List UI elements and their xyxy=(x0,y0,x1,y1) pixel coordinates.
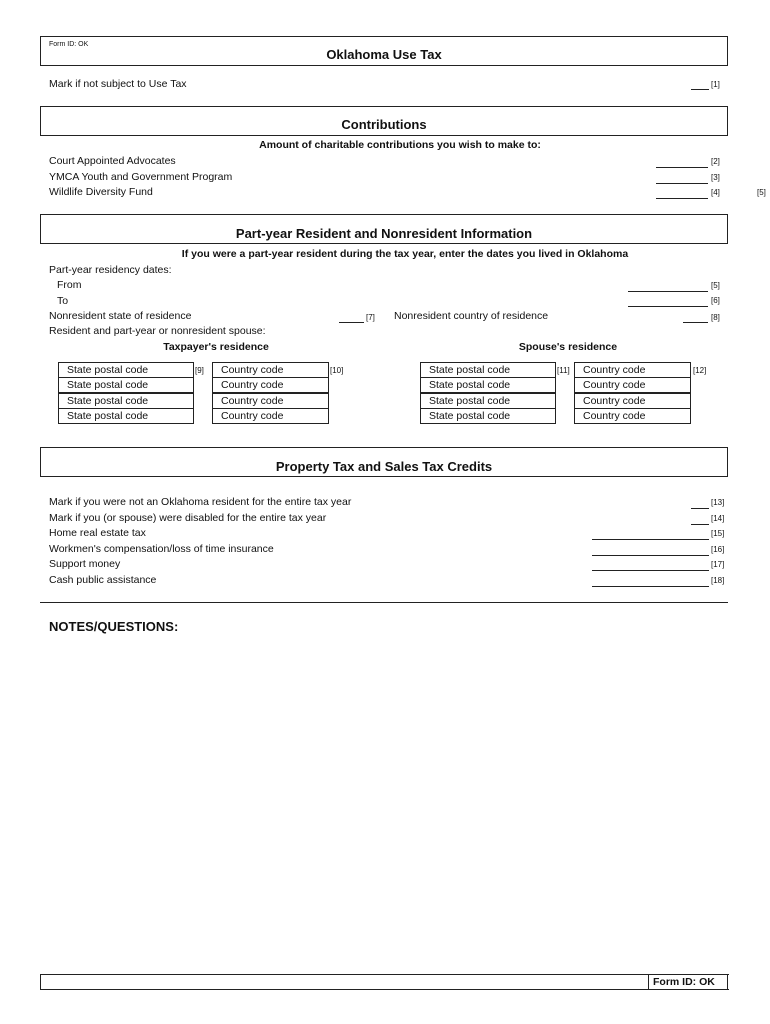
spouse-country-cell[interactable]: Country code xyxy=(574,362,691,378)
field-number: [14] xyxy=(711,514,725,523)
spouse-country-cell[interactable]: Country code xyxy=(574,377,691,393)
to-date-field[interactable] xyxy=(628,306,708,307)
taxpayer-country-cell[interactable]: Country code xyxy=(212,393,329,409)
contributions-header xyxy=(40,106,728,136)
contribution-label: Wildlife Diversity Fund xyxy=(49,186,153,198)
taxpayer-residence-heading: Taxpayer's residence xyxy=(163,341,269,353)
taxpayer-state-cell[interactable]: State postal code xyxy=(58,377,194,393)
footer-form-id: Form ID: OK xyxy=(653,976,715,988)
spouse-state-cell[interactable]: State postal code xyxy=(420,393,556,409)
field-number: [12] xyxy=(693,366,707,375)
footer-form-id-box xyxy=(648,974,729,990)
field-number: [11] xyxy=(557,366,570,375)
spouse-state-cell[interactable]: State postal code xyxy=(420,362,556,378)
from-date-field[interactable] xyxy=(628,291,708,292)
use-tax-title: Oklahoma Use Tax xyxy=(326,47,442,62)
taxpayer-state-cell[interactable]: State postal code xyxy=(58,408,194,424)
contribution-label: Court Appointed Advocates xyxy=(49,155,176,167)
field-number: [16] xyxy=(711,545,725,554)
spouse-country-cell[interactable]: Country code xyxy=(574,393,691,409)
part-year-subtitle: If you were a part-year resident during the tax year, enter the dates you lived in Oklahoma xyxy=(181,248,629,260)
nonres-country-label: Nonresident country of residence xyxy=(394,310,549,322)
contribution-label: YMCA Youth and Government Program xyxy=(49,171,233,183)
not-subject-field[interactable] xyxy=(691,89,709,90)
court-advocates-field[interactable] xyxy=(656,167,708,168)
property-item-label: Mark if you (or spouse) were disabled for the entire tax year xyxy=(49,512,327,524)
not-subject-label: Mark if not subject to Use Tax xyxy=(49,78,187,90)
disabled-mark-field[interactable] xyxy=(691,524,709,525)
taxpayer-country-cell[interactable]: Country code xyxy=(212,377,329,393)
spouse-state-cell[interactable]: State postal code xyxy=(420,408,556,424)
contributions-title: Contributions xyxy=(341,117,427,132)
property-item-label: Workmen's compensation/loss of time insurance xyxy=(49,543,274,555)
property-item-label: Mark if you were not an Oklahoma resident for the entire tax year xyxy=(49,496,352,508)
spouse-residence-label: Resident and part-year or nonresident spouse: xyxy=(49,325,266,337)
field-number: [10] xyxy=(330,366,344,375)
taxpayer-state-cell[interactable]: State postal code xyxy=(58,393,194,409)
part-year-title: Part-year Resident and Nonresident Information xyxy=(235,226,533,241)
use-tax-header xyxy=(40,36,728,66)
support-money-field[interactable] xyxy=(592,570,709,571)
property-tax-title: Property Tax and Sales Tax Credits xyxy=(275,459,493,474)
spouse-country-cell[interactable]: Country code xyxy=(574,408,691,424)
field-number: [8] xyxy=(711,313,720,322)
part-year-header xyxy=(40,214,728,244)
field-number: [2] xyxy=(711,157,720,166)
field-number: [3] xyxy=(711,173,720,182)
nonres-state-label: Nonresident state of residence xyxy=(49,310,192,322)
field-number: [17] xyxy=(711,560,725,569)
footer-bar xyxy=(40,974,728,990)
field-number: [5] xyxy=(757,188,766,197)
from-label: From xyxy=(57,279,82,291)
cash-assistance-field[interactable] xyxy=(592,586,709,587)
property-item-label: Cash public assistance xyxy=(49,574,157,586)
form-id-label: Form ID: OK xyxy=(49,41,89,48)
not-resident-mark-field[interactable] xyxy=(691,508,709,509)
taxpayer-country-cell[interactable]: Country code xyxy=(212,408,329,424)
workmens-comp-field[interactable] xyxy=(592,555,709,556)
wildlife-field[interactable] xyxy=(656,198,708,199)
property-tax-header xyxy=(40,447,728,477)
taxpayer-country-cell[interactable]: Country code xyxy=(212,362,329,378)
spouse-state-cell[interactable]: State postal code xyxy=(420,377,556,393)
property-item-label: Home real estate tax xyxy=(49,527,146,539)
spouse-residence-heading: Spouse's residence xyxy=(518,341,618,353)
real-estate-tax-field[interactable] xyxy=(592,539,709,540)
field-number: [9] xyxy=(195,366,204,375)
section-divider xyxy=(40,602,728,603)
notes-area[interactable] xyxy=(40,640,728,960)
field-number: [18] xyxy=(711,576,725,585)
field-number: [1] xyxy=(711,80,720,89)
property-item-label: Support money xyxy=(49,558,121,570)
residency-dates-label: Part-year residency dates: xyxy=(49,264,172,276)
to-label: To xyxy=(57,295,69,307)
field-number: [6] xyxy=(711,296,720,305)
contributions-subtitle: Amount of charitable contributions you wish to make to: xyxy=(259,139,541,151)
notes-title: NOTES/QUESTIONS: xyxy=(49,619,179,634)
field-number: [4] xyxy=(711,188,720,197)
field-number: [5] xyxy=(711,281,720,290)
nonres-state-field[interactable] xyxy=(339,322,364,323)
taxpayer-state-cell[interactable]: State postal code xyxy=(58,362,194,378)
field-number: [7] xyxy=(366,313,375,322)
field-number: [15] xyxy=(711,529,725,538)
ymca-field[interactable] xyxy=(656,183,708,184)
nonres-country-field[interactable] xyxy=(683,322,708,323)
field-number: [13] xyxy=(711,498,725,507)
